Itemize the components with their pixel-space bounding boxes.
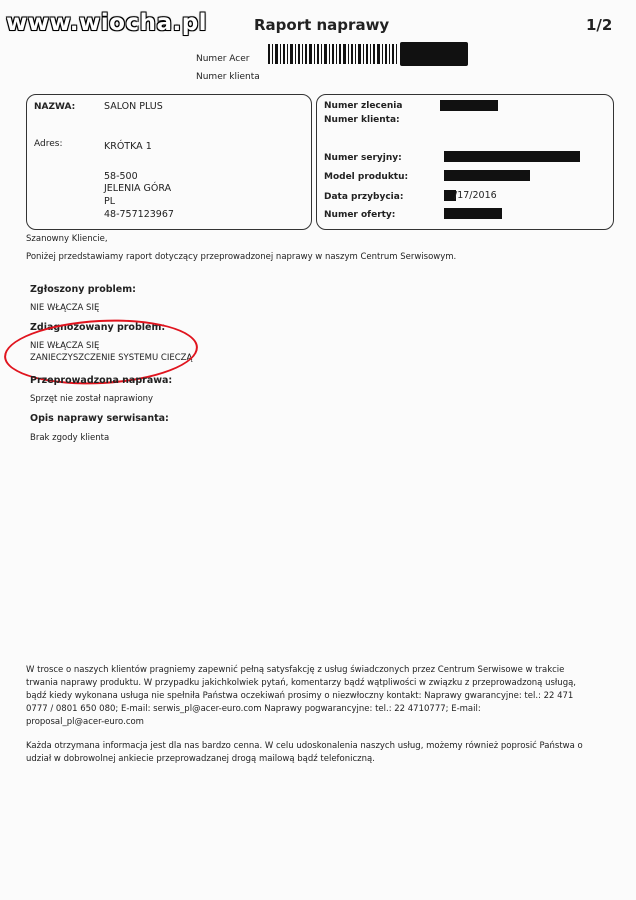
name-label: NAZWA:	[34, 102, 76, 112]
diagnosed-line-1: NIE WŁĄCZA SIĘ	[30, 341, 100, 351]
redacted-model	[444, 170, 530, 181]
footer-p1-line4: 0777 / 0801 650 080; E-mail: serwis_pl@acer-euro.com Naprawy pogwarancyjne: tel.: 22 4710777; E-mail:	[26, 704, 481, 714]
footer-p1-line5: proposal_pl@acer-euro.com	[26, 717, 144, 727]
diagnosed-problem-label: Zdiagnozowany problem:	[30, 322, 166, 333]
city: JELENIA GÓRA	[104, 183, 172, 194]
order-number-label: Numer zlecenia	[324, 101, 403, 111]
acer-number-label: Numer Acer	[196, 54, 250, 64]
diagnosed-line-2: ZANIECZYSZCZENIE SYSTEMU CIECZĄ	[30, 353, 193, 363]
greeting: Szanowny Kliencie,	[26, 234, 108, 244]
offer-label: Numer oferty:	[324, 210, 396, 220]
watermark-logo: www.wiocha.pl	[6, 10, 208, 36]
footer-paragraph-2	[26, 740, 626, 766]
order-client-label: Numer klienta:	[324, 115, 400, 125]
redacted-offer	[444, 208, 502, 219]
footer-p2-line2: udział w dobrowolnej ankiecie przeprowadzanej drogą mailową bądź telefoniczną.	[26, 754, 375, 764]
arrival-label: Data przybycia:	[324, 192, 404, 202]
country: PL	[104, 196, 116, 207]
redacted-serial	[444, 151, 580, 162]
technician-description-value: Brak zgody klienta	[30, 433, 110, 443]
page-title: Raport naprawy	[254, 16, 390, 34]
footer-p2-line1: Każda otrzymana informacja jest dla nas bardzo cenna. W celu udoskonalenia naszych usług, możemy również poprosić Państwa o	[26, 741, 583, 751]
redacted-order-number	[440, 100, 498, 111]
customer-name: SALON PLUS	[104, 101, 163, 112]
serial-label: Numer seryjny:	[324, 153, 402, 163]
arrival-date: /17/2016	[454, 190, 497, 201]
intro-text: Poniżej przedstawiamy raport dotyczący przeprowadzonej naprawy w naszym Centrum Serwisowym.	[26, 252, 457, 262]
postal-code: 58-500	[104, 171, 138, 182]
address-label: Adres:	[34, 139, 63, 149]
street: KRÓTKA 1	[104, 141, 152, 152]
barcode	[268, 42, 468, 68]
footer-paragraph-1	[26, 664, 626, 729]
model-label: Model produktu:	[324, 172, 409, 182]
repair-value: Sprzęt nie został naprawiony	[30, 394, 154, 404]
footer-p1-line3: bądź kiedy wykonana usługa nie spełniła Państwa oczekiwań prosimy o niezwłoczny kontakt: Naprawy gwarancyjne: tel.: 22 471	[26, 691, 574, 701]
reported-problem-value: NIE WŁĄCZA SIĘ	[30, 303, 100, 313]
footer-p1-line2: trwania naprawy produktu. W przypadku jakichkolwiek pytań, komentarzy bądź wątpliwości w związku z przeprowadzoną usługą,	[26, 678, 576, 688]
reported-problem-label: Zgłoszony problem:	[30, 284, 136, 295]
client-number-label: Numer klienta	[196, 72, 260, 82]
page-number: 1/2	[586, 16, 613, 34]
footer-p1-line1: W trosce o naszych klientów pragniemy zapewnić pełną satysfakcję z usług świadczonych przez Centrum Serwisowe w trakcie	[26, 665, 565, 675]
technician-description-label: Opis naprawy serwisanta:	[30, 413, 169, 424]
phone: 48-757123967	[104, 209, 174, 220]
repair-label: Przeprowadzona naprawa:	[30, 375, 173, 386]
